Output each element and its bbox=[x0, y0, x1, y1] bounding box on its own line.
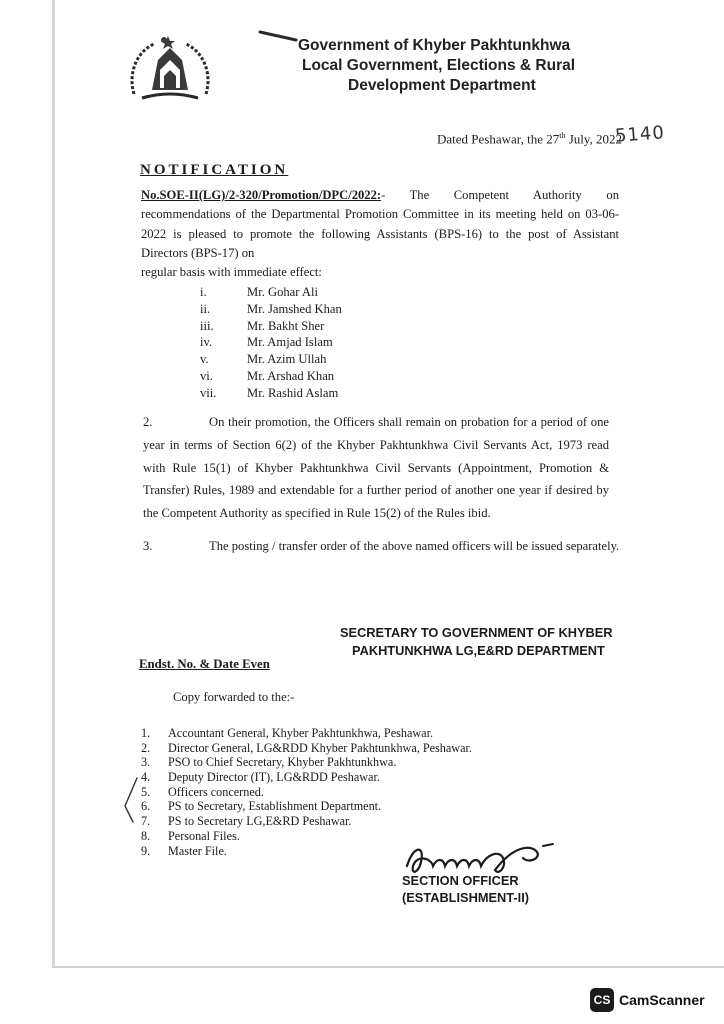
dated-ordinal: th bbox=[559, 131, 566, 140]
posting-text: The posting / transfer order of the above named officers will be issued separately. bbox=[209, 539, 620, 553]
list-item bbox=[141, 755, 501, 770]
dated-prefix: Dated Peshawar, the 27 bbox=[437, 131, 560, 147]
handwritten-diary-number: 5140 bbox=[614, 122, 666, 147]
camscanner-watermark bbox=[590, 988, 705, 1012]
department-header bbox=[298, 36, 628, 96]
officer-list bbox=[200, 284, 400, 402]
copy-number: 5. bbox=[141, 784, 151, 799]
secretary-line-1: SECRETARY TO GOVERNMENT OF KHYBER bbox=[340, 625, 613, 640]
officer-name: Mr. Jamshed Khan bbox=[247, 301, 342, 316]
officer-number: i. bbox=[200, 285, 207, 299]
header-pen-mark bbox=[258, 30, 298, 42]
paragraph-number: 3. bbox=[143, 539, 153, 553]
notification-body: - The Competent Authority on recommendations of the Departmental Promotion Committee in its meeting held on 03-06-2022 is pleased to promote the following Assistants (BPS-16) to the post of Assistant Directors (BPS-17) on bbox=[141, 188, 619, 260]
probation-text: On their promotion, the Officers shall remain on probation for a period of one year in terms of Section 6(2) of the Khyber Pakhtunkhwa Civil Servants Act, 1973 read with Rule 15(1) of Khyber Pakhtunkhwa Civil Servants (Appointment, Promotion & Transfer) Rules, 1989 and extendable for a further period of another one year if desired by the Competent Authority as specified in Rule 15(2) of the Rules ibid. bbox=[143, 415, 609, 521]
officer-name: Mr. Azim Ullah bbox=[247, 352, 327, 367]
list-item bbox=[141, 814, 501, 829]
copy-recipient: Deputy Director (IT), LG&RDD Peshawar. bbox=[168, 770, 380, 785]
officer-number: iv. bbox=[200, 335, 213, 350]
notification-body-last: regular basis with immediate effect: bbox=[141, 265, 322, 280]
copy-number: 2. bbox=[141, 740, 151, 755]
kp-government-emblem-icon bbox=[124, 30, 216, 104]
list-item bbox=[141, 726, 501, 741]
officer-number: iii. bbox=[200, 318, 214, 333]
list-item bbox=[200, 318, 400, 335]
officer-number: vii. bbox=[200, 385, 217, 400]
officer-name: Mr. Rashid Aslam bbox=[247, 385, 339, 400]
section-officer-line-2: (ESTABLISHMENT-II) bbox=[402, 890, 530, 905]
copy-number: 4. bbox=[141, 770, 151, 785]
notification-paragraph bbox=[141, 186, 619, 282]
officer-name: Mr. Bakht Sher bbox=[247, 318, 325, 333]
list-item bbox=[200, 385, 400, 402]
officer-number: vi. bbox=[200, 368, 213, 383]
posting-paragraph bbox=[143, 539, 620, 554]
list-item bbox=[200, 301, 400, 318]
copy-recipient: PSO to Chief Secretary, Khyber Pakhtunkhwa. bbox=[168, 755, 397, 770]
camscanner-logo-icon: CS bbox=[590, 988, 614, 1012]
section-officer-designation bbox=[402, 872, 529, 906]
list-item bbox=[141, 799, 501, 814]
copy-recipient: Accountant General, Khyber Pakhtunkhwa, Peshawar. bbox=[168, 726, 434, 740]
header-line-2: Local Government, Elections & Rural bbox=[302, 57, 576, 74]
copy-recipient: Master File. bbox=[168, 843, 227, 858]
copy-number: 6. bbox=[141, 799, 151, 814]
notification-title: NOTIFICATION bbox=[140, 162, 289, 178]
copy-forwarded-intro: Copy forwarded to the:- bbox=[173, 690, 295, 704]
copy-recipient: Personal Files. bbox=[168, 828, 240, 843]
officer-name: Mr. Amjad Islam bbox=[247, 335, 333, 350]
copy-number: 3. bbox=[141, 755, 151, 770]
copy-number: 1. bbox=[141, 726, 151, 740]
list-item bbox=[141, 785, 501, 800]
dated-line bbox=[437, 131, 622, 147]
officer-number: ii. bbox=[200, 301, 211, 316]
endorsement-heading: Endst. No. & Date Even bbox=[139, 657, 270, 671]
officer-name: Mr. Arshad Khan bbox=[247, 368, 335, 383]
page-bottom-edge bbox=[52, 966, 724, 968]
dated-suffix: July, 2022 bbox=[565, 131, 623, 147]
handwritten-tick-mark bbox=[121, 776, 141, 826]
page-left-edge bbox=[52, 0, 55, 968]
list-item bbox=[200, 284, 400, 301]
copy-number: 7. bbox=[141, 814, 151, 829]
list-item bbox=[141, 770, 501, 785]
list-item bbox=[200, 351, 400, 368]
paragraph-number: 2. bbox=[143, 415, 153, 429]
secretary-designation bbox=[340, 624, 613, 660]
copy-recipient: PS to Secretary, Establishment Department. bbox=[168, 799, 382, 814]
copy-recipient: Officers concerned. bbox=[168, 784, 264, 799]
copy-number: 8. bbox=[141, 828, 151, 843]
camscanner-label: CamScanner bbox=[619, 992, 705, 1008]
list-item bbox=[200, 334, 400, 351]
officer-name: Mr. Gohar Ali bbox=[247, 285, 319, 299]
copy-recipient: PS to Secretary LG,E&RD Peshawar. bbox=[168, 814, 352, 829]
header-line-1: Government of Khyber Pakhtunkhwa bbox=[298, 37, 571, 54]
copy-number: 9. bbox=[141, 843, 151, 858]
header-line-3: Development Department bbox=[348, 77, 536, 94]
secretary-line-2: PAKHTUNKHWA LG,E&RD DEPARTMENT bbox=[352, 643, 605, 658]
notification-reference: No.SOE-II(LG)/2-320/Promotion/DPC/2022: bbox=[141, 188, 382, 202]
officer-number: v. bbox=[200, 352, 209, 367]
copy-recipient: Director General, LG&RDD Khyber Pakhtunkhwa, Peshawar. bbox=[168, 740, 472, 755]
section-officer-line-1: SECTION OFFICER bbox=[402, 873, 519, 888]
probation-paragraph bbox=[143, 411, 609, 525]
list-item bbox=[141, 741, 501, 756]
list-item bbox=[200, 368, 400, 385]
